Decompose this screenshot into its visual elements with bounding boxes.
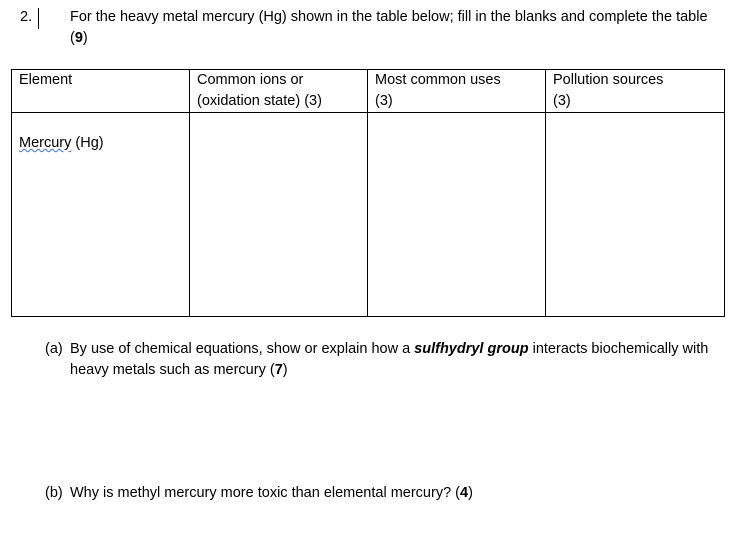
part-b-marks: 4 [460, 485, 469, 501]
question-text [70, 7, 720, 49]
question-marks: 9 [74, 30, 83, 46]
question-text-main: For the heavy metal mercury (Hg) shown in the table below; fill in the blanks and complete the table ( [70, 9, 708, 46]
part-b-text: Why is methyl mercury more toxic than elemental mercury? (4) [70, 485, 473, 501]
cell-pollution-sources[interactable] [546, 113, 725, 317]
cell-common-uses[interactable] [368, 113, 546, 317]
part-a-marks: 7 [274, 362, 283, 378]
header-common-uses: Most common uses (3) [368, 70, 546, 113]
element-symbol: (Hg) [71, 135, 104, 151]
part-a-text: By use of chemical equations, show or explain how a sulfhydryl group interacts biochemically with heavy metals such as mercury (7) [70, 341, 709, 378]
header-pollution-sources: Pollution sources (3) [546, 70, 725, 113]
cell-element[interactable] [12, 113, 190, 317]
element-name: Mercury [19, 135, 72, 151]
part-a-emphasis: sulfhydryl group [414, 341, 529, 357]
header-element: Element [12, 70, 190, 113]
question-number: 2. [20, 9, 33, 25]
text-cursor [38, 8, 39, 29]
question-text-close: ) [82, 30, 88, 46]
table-row [12, 113, 725, 317]
table-header-row [12, 70, 725, 113]
cell-common-ions[interactable] [190, 113, 368, 317]
mercury-table [11, 69, 725, 317]
part-b-label: (b) [45, 485, 63, 501]
header-common-ions: Common ions or (oxidation state) (3) [190, 70, 368, 113]
part-a-label: (a) [45, 341, 63, 357]
